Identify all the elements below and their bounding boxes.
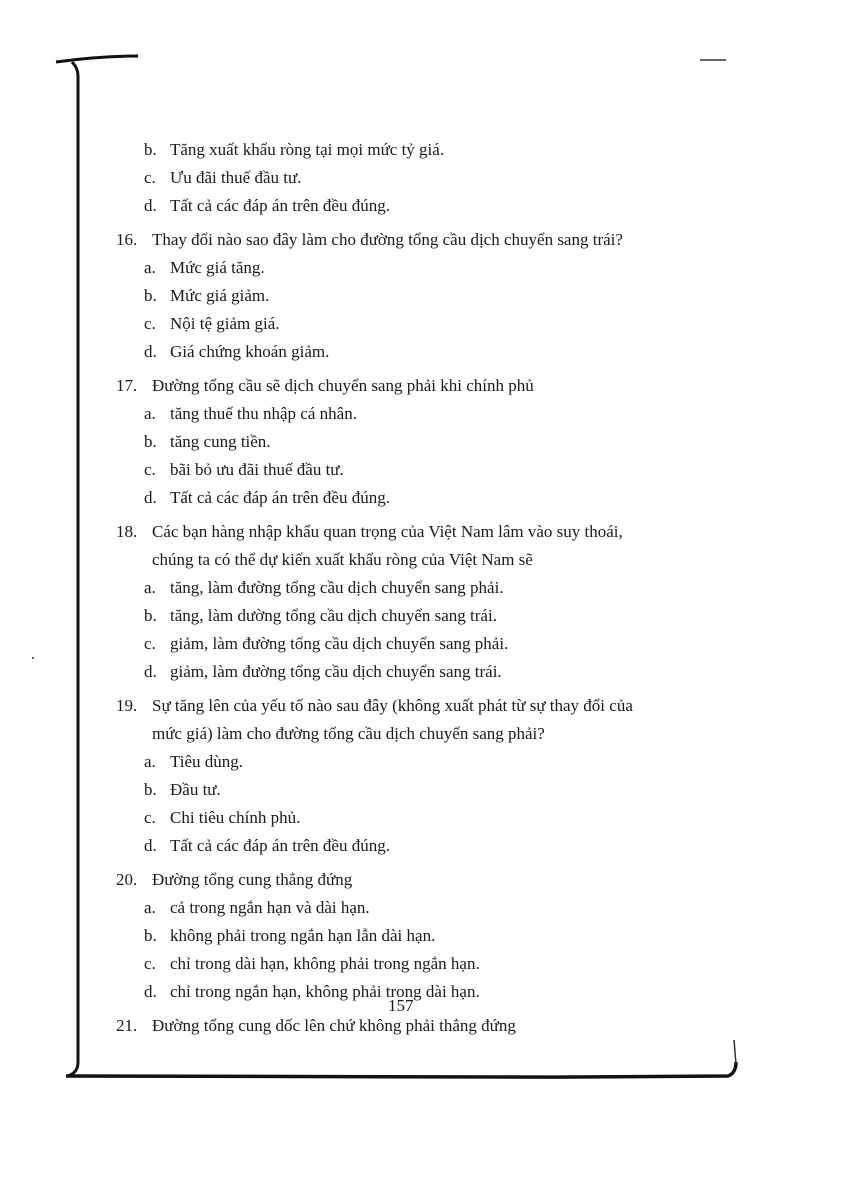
answer-option	[144, 954, 480, 974]
answer-option	[144, 488, 390, 508]
option-letter: a.	[144, 404, 156, 423]
option-text: tăng cung tiền.	[170, 432, 271, 451]
option-letter: b.	[144, 926, 157, 945]
option-letter: b.	[144, 606, 157, 625]
option-letter: c.	[144, 808, 156, 827]
option-text: Tất cả các đáp án trên đều đúng.	[170, 488, 390, 507]
answer-option	[144, 286, 269, 306]
page-number: 157	[388, 996, 414, 1015]
answer-option	[144, 342, 329, 362]
option-text: Giá chứng khoán giảm.	[170, 342, 330, 361]
answer-option	[144, 634, 508, 654]
option-text: Chi tiêu chính phủ.	[170, 808, 301, 827]
option-text: giảm, làm đường tổng cầu dịch chuyển sang trái.	[170, 662, 502, 681]
option-letter: c.	[144, 954, 156, 973]
option-letter: c.	[144, 168, 156, 187]
option-letter: a.	[144, 752, 156, 771]
answer-option	[144, 168, 301, 188]
question-text: Các bạn hàng nhập khẩu quan trọng của Việt Nam lâm vào suy thoái,	[152, 522, 623, 541]
answer-option	[144, 578, 504, 598]
option-text: Ưu đãi thuế đầu tư.	[170, 168, 302, 187]
option-text: Nội tệ giảm giá.	[170, 314, 280, 333]
answer-option	[144, 982, 480, 1002]
answer-option	[144, 314, 280, 334]
answer-option	[144, 926, 435, 946]
question-line	[116, 696, 633, 716]
option-letter: b.	[144, 286, 157, 305]
answer-option	[144, 432, 271, 452]
question-text: mức giá) làm cho đường tổng cầu dịch chuyển sang phải?	[152, 724, 545, 743]
option-letter: d.	[144, 488, 157, 507]
option-letter: c.	[144, 460, 156, 479]
question-line	[116, 230, 623, 250]
question-text: Đường tổng cung dốc lên chứ không phải thẳng đứng	[152, 1016, 516, 1035]
option-text: chỉ trong dài hạn, không phải trong ngắn hạn.	[170, 954, 480, 973]
option-letter: c.	[144, 634, 156, 653]
option-letter: d.	[144, 196, 157, 215]
option-text: Mức giá tăng.	[170, 258, 265, 277]
answer-option	[144, 606, 497, 626]
answer-option	[144, 404, 357, 424]
answer-option	[144, 752, 243, 772]
option-letter: d.	[144, 836, 157, 855]
answer-option	[144, 662, 502, 682]
option-letter: a.	[144, 258, 156, 277]
question-text: Đường tổng cầu sẽ dịch chuyển sang phải khi chính phủ	[152, 376, 534, 395]
option-letter: d.	[144, 342, 157, 361]
option-text: giảm, làm đường tổng cầu dịch chuyển sang phải.	[170, 634, 509, 653]
question-line	[116, 522, 623, 542]
answer-option	[144, 140, 444, 160]
question-line	[116, 870, 352, 890]
question-text: Đường tổng cung thẳng đứng	[152, 870, 353, 889]
option-text: không phải trong ngắn hạn lẫn dài hạn.	[170, 926, 436, 945]
answer-option	[144, 258, 265, 278]
question-number: 21.	[116, 1016, 138, 1035]
option-text: bãi bỏ ưu đãi thuế đầu tư.	[170, 460, 344, 479]
question-text: Thay đổi nào sao đây làm cho đường tổng cầu dịch chuyển sang trái?	[152, 230, 623, 249]
option-text: tăng, làm dường tổng cầu dịch chuyển sang trái.	[170, 606, 497, 625]
option-letter: b.	[144, 780, 157, 799]
answer-option	[144, 780, 221, 800]
question-line-continued	[116, 724, 545, 744]
option-letter: d.	[144, 662, 157, 681]
option-text: Tiêu dùng.	[170, 752, 244, 771]
option-text: tăng, làm đường tổng cầu dịch chuyển sang phải.	[170, 578, 504, 597]
option-text: Tất cả các đáp án trên đều đúng.	[170, 196, 390, 215]
question-number: 20.	[116, 870, 138, 889]
question-number: 16.	[116, 230, 138, 249]
option-letter: d.	[144, 982, 157, 1001]
question-line-continued	[116, 550, 533, 570]
option-text: Mức giá giảm.	[170, 286, 270, 305]
question-number: 17.	[116, 376, 138, 395]
question-text: chúng ta có thể dự kiến xuất khẩu ròng của Việt Nam sẽ	[152, 550, 533, 569]
question-number: 18.	[116, 522, 138, 541]
answer-option	[144, 196, 390, 216]
option-letter: a.	[144, 578, 156, 597]
option-text: Tăng xuất khẩu ròng tại mọi mức tỷ giá.	[170, 140, 445, 159]
answer-option	[144, 808, 300, 828]
option-letter: c.	[144, 314, 156, 333]
question-line	[116, 376, 534, 396]
option-text: Đầu tư.	[170, 780, 221, 799]
question-text: Sự tăng lên của yếu tố nào sau đây (không xuất phát từ sự thay đổi của	[152, 696, 633, 715]
option-letter: a.	[144, 898, 156, 917]
option-letter: b.	[144, 140, 157, 159]
option-text: Tất cả các đáp án trên đều đúng.	[170, 836, 390, 855]
answer-option	[144, 898, 370, 918]
option-text: cả trong ngắn hạn và dài hạn.	[170, 898, 370, 917]
option-text: tăng thuế thu nhập cá nhân.	[170, 404, 357, 423]
answer-option	[144, 836, 390, 856]
option-letter: b.	[144, 432, 157, 451]
question-line	[116, 1016, 516, 1036]
answer-option	[144, 460, 344, 480]
option-text: chỉ trong ngắn hạn, không phải trong dài hạn.	[170, 982, 480, 1001]
question-number: 19.	[116, 696, 138, 715]
